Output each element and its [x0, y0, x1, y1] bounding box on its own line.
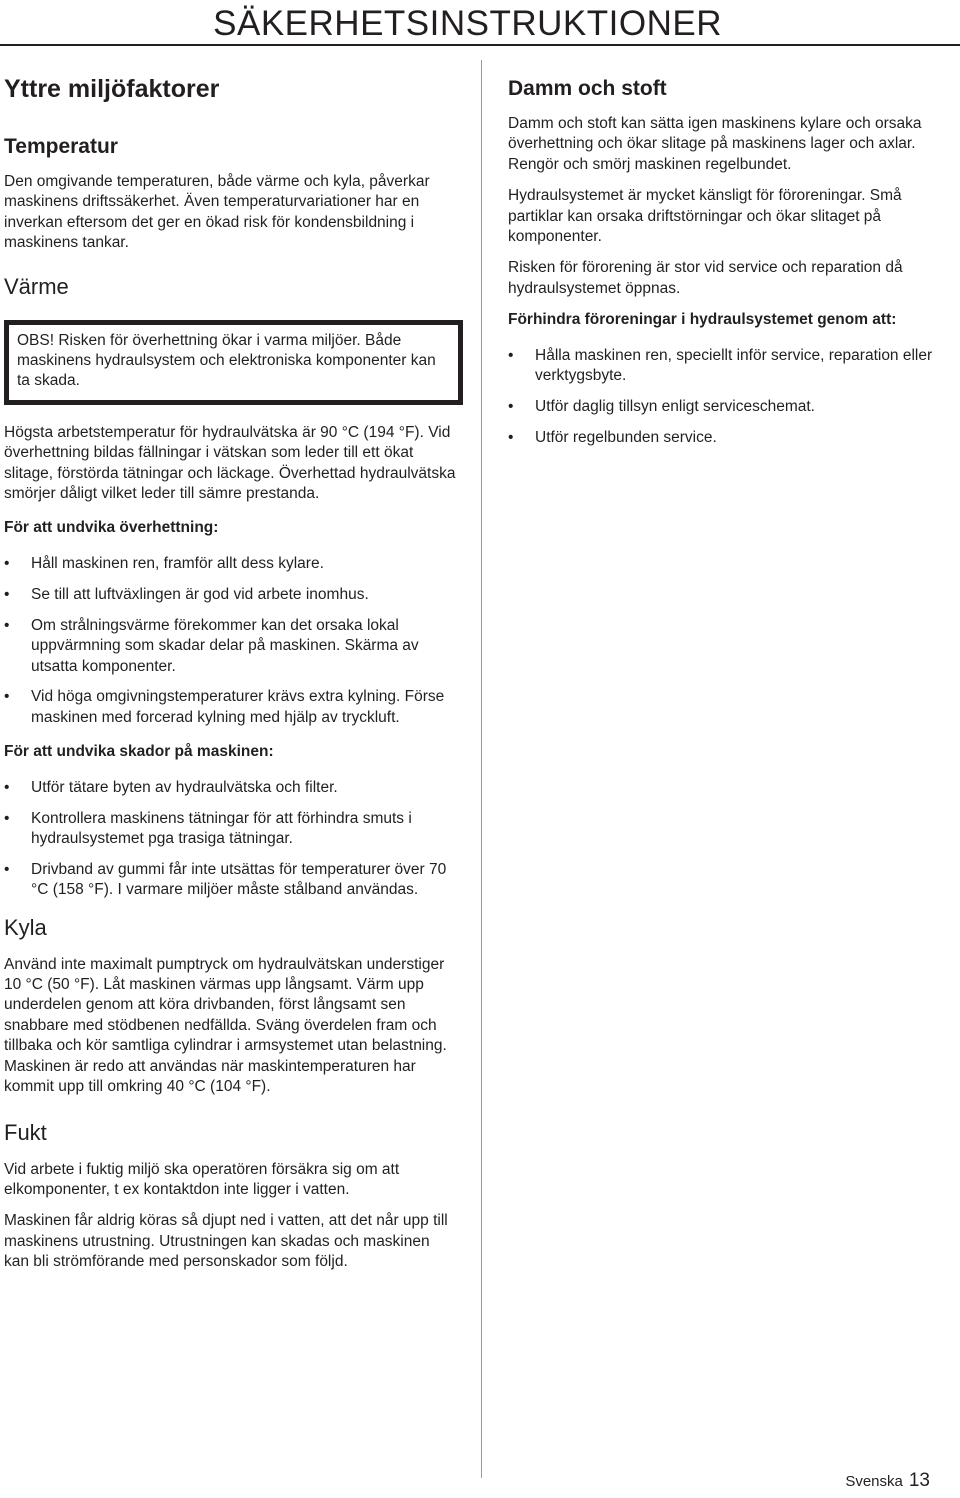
page-title: SÄKERHETSINSTRUKTIONER [213, 4, 722, 43]
fukt-body-1: Vid arbete i fuktig miljö ska operatören försäkra sig om att elkomponenter, t ex kontaktdon inte ligger i vatten. [4, 1160, 400, 1198]
list-item: • Hålla maskinen ren, speciellt inför service, reparation eller verktygsbyte. [508, 346, 933, 385]
damm-body-1: Damm och stoft kan sätta igen maskinens kylare och orsaka överhettning och ökar slitage på maskinens lager och axlar. Rengör och smörj maskinen regelbundet. [508, 115, 922, 173]
list-item: • Kontrollera maskinens tätningar för att förhindra smuts i hydraulsystemet pga trasiga tätningar. [4, 809, 412, 847]
heading-damm-och-stoft: Damm och stoft [508, 77, 667, 100]
list-item: • Om strålningsvärme förekommer kan det orsaka lokal uppvärmning som skadar delar på maskinen. Skärma av utsatta komponenter. [4, 616, 419, 675]
prevent-heading: Förhindra föroreningar i hydraulsystemet genom att: [508, 311, 897, 329]
page-header [0, 0, 960, 46]
warning-box [4, 320, 463, 405]
list-item: • Utför regelbunden service. [508, 428, 958, 448]
list-item: • Vid höga omgivningstemperaturer krävs extra kylning. Förse maskinen med forcerad kylning med hjälp av tryckluft. [4, 688, 445, 726]
list-item: • Se till att luftväxlingen är god vid arbete inomhus. [4, 585, 456, 605]
list-item: • Utför tätare byten av hydraulvätska och filter. [4, 778, 456, 798]
bullet: • [4, 616, 10, 634]
bullet: • [4, 809, 10, 827]
heading-fukt: Fukt [4, 1119, 47, 1145]
bullet: • [4, 778, 10, 796]
main-heading: Yttre miljöfaktorer [4, 75, 220, 103]
damm-body-3: Risken för förorening är stor vid service och reparation då hydraulsystemet öppnas. [508, 259, 903, 297]
list-item: • Drivband av gummi får inte utsättas för temperaturer över 70 °C (158 °F). I varmare miljöer måste stålband användas. [4, 860, 447, 899]
kyla-body: Använd inte maximalt pumptryck om hydraulvätskan understiger 10 °C (50 °F). Låt maskinen värmas upp långsamt. Värm upp underdelen genom att köra drivbanden, först långsamt sen snabbare med stödbenen nedfällda. Sväng överdelen fram och tillbaka och kör samtliga cylindrar i armsystemet utan belastning. Maskinen är redo att användas när maskintemperaturen har kommit upp till omkring 40 °C (104 °F). [4, 955, 447, 1096]
column-divider [481, 60, 482, 1478]
bullet: • [508, 346, 514, 364]
damm-body-2: Hydraulsystemet är mycket känsligt för föroreningar. Små partiklar kan orsaka driftstörningar och ökar slitaget på komponenter. [508, 187, 902, 246]
bullet: • [4, 554, 10, 572]
bullet: • [4, 688, 10, 706]
avoid-damage-list [4, 778, 456, 901]
varme-body: Högsta arbetstemperatur för hydraulvätska är 90 °C (194 °F). Vid överhettning bildas fällningar i vätskan som leder till ett ökat slitage, förstörda tätningar och läckage. Överhettad hydraulvätska smörjer dåligt vilket leder till sämre prestanda. [4, 423, 456, 503]
bullet: • [508, 397, 514, 415]
list-item: • Utför daglig tillsyn enligt serviceschemat. [508, 397, 958, 417]
bullet: • [4, 585, 10, 603]
bullet: • [4, 860, 10, 878]
left-column [4, 74, 456, 1284]
warning-text: OBS! Risken för överhettning ökar i varma miljöer. Både maskinens hydraulsystem och elektroniska komponenter kan ta skada. [17, 331, 436, 390]
page-footer [845, 1470, 930, 1492]
bullet: • [508, 428, 514, 446]
prevent-list [508, 346, 958, 449]
avoid-overheating-list [4, 554, 456, 728]
temperatur-body: Den omgivande temperaturen, både värme och kyla, påverkar maskinens driftssäkerhet. Även temperaturvariationer har en inverkan eftersom det ger en ökad risk för kondensbildning i maskinens tankar. [4, 173, 430, 252]
heading-temperatur: Temperatur [4, 135, 118, 158]
list-item: • Håll maskinen ren, framför allt dess kylare. [4, 554, 456, 574]
avoid-overheating-heading: För att undvika överhettning: [4, 519, 219, 537]
header-rule [0, 44, 960, 46]
footer-language: Svenska [845, 1473, 903, 1490]
right-column [508, 74, 958, 462]
fukt-body-2: Maskinen får aldrig köras så djupt ned i vatten, att det når upp till maskinens utrustning. Utrustningen kan skadas och maskinen kan bli strömförande med personskador som följd. [4, 1212, 448, 1271]
heading-varme: Värme [4, 273, 69, 299]
avoid-damage-heading: För att undvika skador på maskinen: [4, 743, 274, 761]
heading-kyla: Kyla [4, 914, 47, 940]
page-number: 13 [908, 1470, 930, 1491]
